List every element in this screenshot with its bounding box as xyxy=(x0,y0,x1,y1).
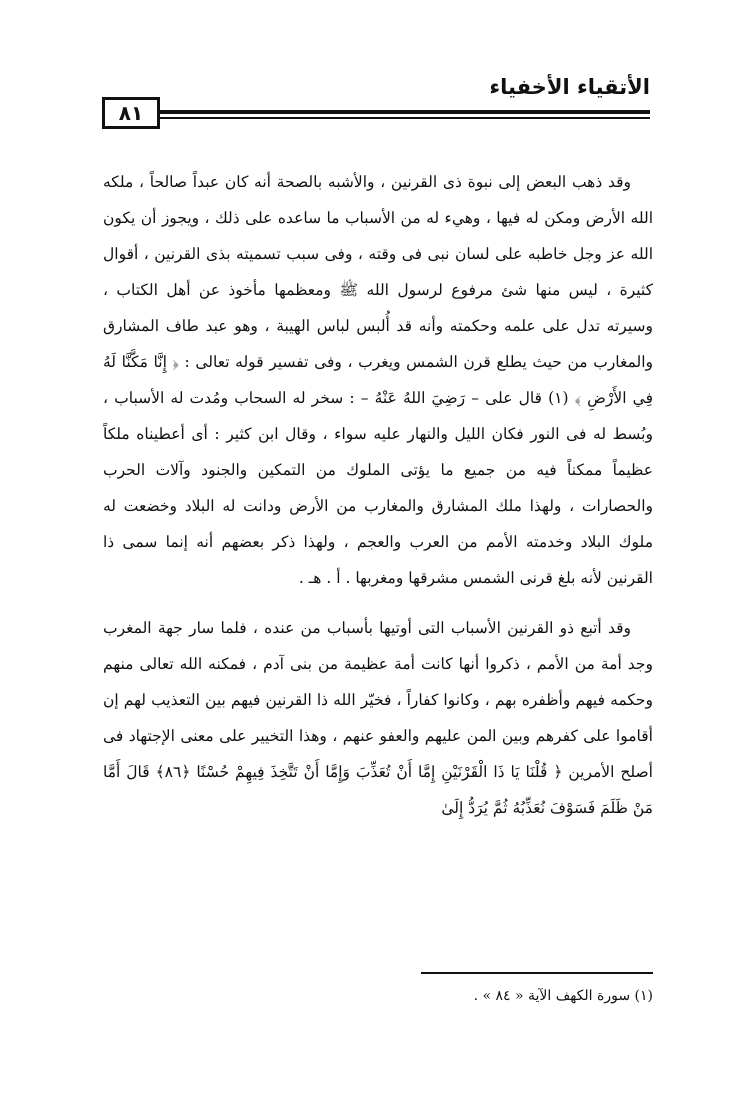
paragraph-dhul-qarnayn-prophethood: وقد ذهب البعض إلى نبوة ذى القرنين ، والأشبه بالصحة أنه كان عبداً صالحاً ، ملكه الله الأرض ومكن له فيها ، وهيء له من الأسباب ما ساعده على ذلك ، ويجوز أن يكون الله عز وجل خاطبه على لسان نبى فى وقته ، وفى سبب تسميته بذى القرنين ، أقوال كثيرة ، ليس منها شئ مرفوع لرسول الله ﷺ ومعظمها مأخوذ عن أهل الكتاب ، وسيرته تدل على علمه وحكمته وأنه قد أُلبس لباس الهيبة ، وهو عبد طاف المشارق والمغارب من حيث يطلع قرن الشمس ويغرب ، وفى تفسير قوله تعالى : ﴿ إِنَّا مَكَّنَّا لَهُ فِي الأَرْضِ ﴾ (١) قال على – رَضِيَ اللهُ عَنْهُ – : سخر له السحاب ومُدت له الأسباب ، وبُسط له فى النور فكان الليل والنهار عليه سواء ، وقال ابن كثير : أى أعطيناه ملكاً عظيماً ممكناً فيه من جميع ما يؤتى الملوك من التمكين والجنود وآلات الحرب والحصارات ، ولهذا ملك المشارق والمغارب من الأرض ودانت له البلاد وخضعت له ملوك البلاد وخدمته الأمم من العرب والعجم ، ولهذا ذكر بعضهم أنه إنما سمى ذا القرنين لأنه بلغ قرنى الشمس مشرقها ومغربها . أ . هـ . xyxy=(103,173,653,587)
running-title: الأتقياء الأخفياء xyxy=(489,75,650,99)
page-number: ٨١ xyxy=(102,97,160,129)
body-text xyxy=(103,164,653,826)
footnote: (١) سورة الكهف الآية « ٨٤ » . xyxy=(473,988,653,1004)
header-rule-thick xyxy=(102,110,650,114)
footnote-separator xyxy=(421,972,653,974)
paragraph-journey-west: وقد أتبع ذو القرنين الأسباب التى أوتيها بأسباب من عنده ، فلما سار جهة المغرب وجد أمة من الأمم ، ذكروا أنها كانت أمة عظيمة من بنى آدم ، فمكنه الله تعالى منهم وحكمه فيهم وأظفره بهم ، وكانوا كفاراً ، فخيّر الله ذا القرنين فيهم بين التعذيب لهم إن أقاموا على كفرهم وبين المن عليهم والعفو عنهم ، وهذا التخيير على معنى الإجتهاد فى أصلح الأمرين ﴿ قُلْنَا يَا ذَا الْقَرْنَيْنِ إِمَّا أَنْ تُعَذِّبَ وَإِمَّا أَنْ تَتَّخِذَ فِيهِمْ حُسْنًا ﴿٨٦﴾ قَالَ أَمَّا مَنْ ظَلَمَ فَسَوْفَ نُعَذِّبُهُ ثُمَّ يُرَدُّ إِلَىٰ xyxy=(103,619,653,817)
header-rule-thin xyxy=(102,117,650,119)
